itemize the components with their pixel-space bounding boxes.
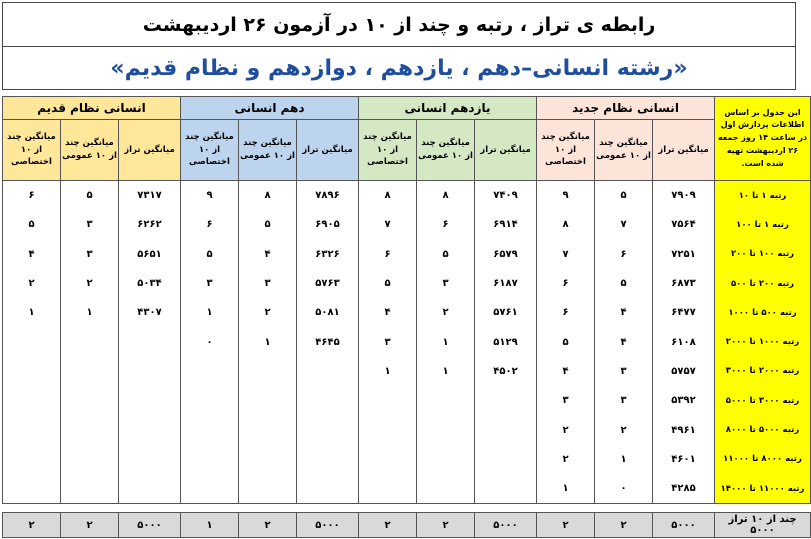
footer-cell: ۲	[3, 513, 61, 538]
footer-cell: ۵۰۰۰	[119, 513, 181, 538]
table-row	[3, 474, 811, 504]
table-cell: ۵	[359, 269, 417, 298]
table-cell	[181, 357, 239, 386]
table-row	[3, 210, 811, 239]
table-row	[3, 298, 811, 327]
table-cell	[61, 386, 119, 415]
table-row	[3, 357, 811, 386]
subheader: میانگین تراز	[297, 120, 359, 181]
page-title: رابطه ی تراز ، رتبه و چند از ۱۰ در آزمون ۲۶ اردیبهشت	[3, 3, 795, 47]
table-row	[3, 415, 811, 444]
table-cell: ۷	[359, 210, 417, 239]
table-cell: ۳	[417, 269, 475, 298]
table-row	[3, 327, 811, 356]
table-cell: ۶۵۷۹	[475, 240, 537, 269]
table-cell: ۴۵۰۲	[475, 357, 537, 386]
table-cell: ۴	[595, 327, 653, 356]
table-cell: ۸	[359, 181, 417, 211]
table-cell: ۱	[417, 357, 475, 386]
subheader: میانگین تراز	[653, 120, 715, 181]
subheader: میانگین تراز	[475, 120, 537, 181]
row-label: رتبه ۵۰۰۰ تا ۸۰۰۰	[715, 415, 811, 444]
subheader: میانگین چند از ۱۰ عمومی	[595, 120, 653, 181]
group-header-tenth: دهم انسانی	[181, 97, 359, 120]
row-label: رتبه ۱ تا ۱۰	[715, 181, 811, 211]
table-cell: ۸	[537, 210, 595, 239]
table-cell	[239, 415, 297, 444]
footer-cell: ۲	[595, 513, 653, 538]
footer-cell: ۲	[417, 513, 475, 538]
table-cell: ۶	[537, 269, 595, 298]
footer-cell: ۲	[61, 513, 119, 538]
row-label: رتبه ۱۰۰ تا ۲۰۰	[715, 240, 811, 269]
table-cell: ۳	[595, 386, 653, 415]
table-cell	[475, 386, 537, 415]
subheader: میانگین چند از ۱۰ عمومی	[239, 120, 297, 181]
table-cell	[417, 415, 475, 444]
row-label: رتبه ۱ تا ۱۰۰	[715, 210, 811, 239]
footer-row	[3, 513, 811, 538]
table-cell: ۵۰۸۱	[297, 298, 359, 327]
table-cell	[3, 445, 61, 474]
table-cell: ۲	[537, 445, 595, 474]
table-cell: ۷۲۵۱	[653, 240, 715, 269]
table-cell: ۶	[537, 298, 595, 327]
table-cell: ۴	[595, 298, 653, 327]
subheader: میانگین چند از ۱۰ اختصاصی	[3, 120, 61, 181]
subheader: میانگین چند از ۱۰ اختصاصی	[359, 120, 417, 181]
table-cell	[475, 415, 537, 444]
table-cell: ۱	[61, 298, 119, 327]
table-cell	[297, 474, 359, 504]
footer-cell: ۵۰۰۰	[297, 513, 359, 538]
table-cell: ۳	[61, 240, 119, 269]
table-cell	[61, 357, 119, 386]
table-cell: ۳	[595, 357, 653, 386]
table-cell: ۷	[595, 210, 653, 239]
subheader: میانگین چند از ۱۰ اختصاصی	[537, 120, 595, 181]
footer-cell: ۲	[359, 513, 417, 538]
table-cell: ۲	[61, 269, 119, 298]
table-cell: ۲	[537, 415, 595, 444]
info-note: این جدول بر اساس اطلاعات پردازش اول در ساعت ۱۴ روز جمعه ۲۶ اردیبهشت تهیه شده است.	[715, 97, 811, 181]
table-cell: ۵	[595, 181, 653, 211]
table-cell: ۰	[181, 327, 239, 356]
table-cell	[359, 386, 417, 415]
table-row	[3, 240, 811, 269]
subheader: میانگین چند از ۱۰ اختصاصی	[181, 120, 239, 181]
subheader: میانگین چند از ۱۰ عمومی	[61, 120, 119, 181]
rank-table	[2, 96, 811, 538]
table-cell: ۴	[537, 357, 595, 386]
table-cell: ۵	[239, 210, 297, 239]
table-cell: ۵۶۵۱	[119, 240, 181, 269]
table-cell	[119, 357, 181, 386]
table-cell	[239, 357, 297, 386]
footer-cell: ۵۰۰۰	[653, 513, 715, 538]
row-label: رتبه ۱۰۰۰ تا ۲۰۰۰	[715, 327, 811, 356]
table-cell: ۵۳۹۲	[653, 386, 715, 415]
row-label: رتبه ۸۰۰۰ تا ۱۱۰۰۰	[715, 445, 811, 474]
table-cell: ۱	[3, 298, 61, 327]
table-cell	[181, 386, 239, 415]
table-cell	[475, 474, 537, 504]
table-cell: ۵	[595, 269, 653, 298]
table-cell	[239, 386, 297, 415]
table-cell: ۵۷۶۳	[297, 269, 359, 298]
table-cell: ۶۱۸۷	[475, 269, 537, 298]
table-cell: ۵	[61, 181, 119, 211]
table-cell	[119, 474, 181, 504]
table-cell	[239, 445, 297, 474]
table-cell: ۲	[417, 298, 475, 327]
footer-cell: ۵۰۰۰	[475, 513, 537, 538]
table-cell	[359, 415, 417, 444]
table-cell	[417, 386, 475, 415]
table-cell: ۳	[537, 386, 595, 415]
table-row	[3, 181, 811, 211]
table-cell: ۵۰۳۴	[119, 269, 181, 298]
footer-cell: ۱	[181, 513, 239, 538]
table-cell	[61, 415, 119, 444]
table-cell: ۴	[239, 240, 297, 269]
table-cell: ۶۳۲۶	[297, 240, 359, 269]
table-cell	[239, 474, 297, 504]
table-cell	[181, 415, 239, 444]
table-cell: ۷۹۰۹	[653, 181, 715, 211]
table-cell: ۴۲۸۵	[653, 474, 715, 504]
table-cell	[3, 327, 61, 356]
table-cell: ۴۶۴۵	[297, 327, 359, 356]
table-cell: ۶	[359, 240, 417, 269]
table-cell	[3, 357, 61, 386]
table-cell	[297, 415, 359, 444]
table-cell: ۴۶۰۱	[653, 445, 715, 474]
table-cell: ۲	[239, 298, 297, 327]
row-label: رتبه ۱۱۰۰۰ تا ۱۴۰۰۰	[715, 474, 811, 504]
table-cell: ۷۵۶۴	[653, 210, 715, 239]
table-cell: ۶۹۰۵	[297, 210, 359, 239]
table-cell: ۸	[239, 181, 297, 211]
title-box	[2, 2, 796, 90]
footer-label: چند از ۱۰ تراز ۵۰۰۰	[715, 513, 811, 538]
table-cell	[359, 474, 417, 504]
table-cell	[119, 445, 181, 474]
table-cell: ۶۹۱۴	[475, 210, 537, 239]
row-label: رتبه ۵۰۰ تا ۱۰۰۰	[715, 298, 811, 327]
table-cell: ۲	[595, 415, 653, 444]
subheader: میانگین چند از ۱۰ عمومی	[417, 120, 475, 181]
table-cell	[181, 474, 239, 504]
table-cell: ۷۴۰۹	[475, 181, 537, 211]
table-cell: ۶	[181, 210, 239, 239]
table-cell	[119, 327, 181, 356]
group-header-old: انسانی نظام قدیم	[3, 97, 181, 120]
table-cell: ۴	[3, 240, 61, 269]
table-row	[3, 445, 811, 474]
table-cell: ۹	[537, 181, 595, 211]
table-cell: ۱	[595, 445, 653, 474]
table-cell: ۶۱۰۸	[653, 327, 715, 356]
table-cell	[181, 445, 239, 474]
table-cell: ۱	[417, 327, 475, 356]
footer-cell: ۲	[537, 513, 595, 538]
table-cell	[359, 445, 417, 474]
row-label: رتبه ۲۰۰۰ تا ۳۰۰۰	[715, 357, 811, 386]
table-cell: ۴۳۰۷	[119, 298, 181, 327]
group-header-new: انسانی نظام جدید	[537, 97, 715, 120]
table-cell: ۳	[239, 269, 297, 298]
table-cell	[61, 474, 119, 504]
table-cell	[119, 386, 181, 415]
table-cell: ۲	[3, 269, 61, 298]
table-cell	[61, 327, 119, 356]
table-row	[3, 386, 811, 415]
table-cell: ۷۳۱۷	[119, 181, 181, 211]
table-cell: ۶۲۶۲	[119, 210, 181, 239]
table-cell: ۵۷۵۷	[653, 357, 715, 386]
table-cell: ۹	[181, 181, 239, 211]
table-cell: ۶	[595, 240, 653, 269]
table-cell: ۱	[359, 357, 417, 386]
table-cell: ۱	[239, 327, 297, 356]
table-cell: ۱	[181, 298, 239, 327]
row-label: رتبه ۳۰۰۰ تا ۵۰۰۰	[715, 386, 811, 415]
table-cell: ۶	[417, 210, 475, 239]
table-cell	[417, 474, 475, 504]
subheader: میانگین تراز	[119, 120, 181, 181]
table-cell: ۸	[417, 181, 475, 211]
table-cell: ۰	[595, 474, 653, 504]
table-cell: ۳	[181, 269, 239, 298]
row-label: رتبه ۲۰۰ تا ۵۰۰	[715, 269, 811, 298]
table-cell: ۷	[537, 240, 595, 269]
table-cell: ۷۸۹۶	[297, 181, 359, 211]
table-cell: ۵	[417, 240, 475, 269]
table-cell: ۵	[181, 240, 239, 269]
group-header-eleventh: یازدهم انسانی	[359, 97, 537, 120]
table-cell	[3, 386, 61, 415]
footer-cell: ۲	[239, 513, 297, 538]
table-cell	[119, 415, 181, 444]
table-cell	[61, 445, 119, 474]
table-cell: ۴۹۶۱	[653, 415, 715, 444]
table-cell	[3, 415, 61, 444]
table-cell: ۵	[3, 210, 61, 239]
page-subtitle: «رشته انسانی–دهم ، یازدهم ، دوازدهم و نظام قدیم»	[110, 55, 688, 81]
table-cell	[475, 445, 537, 474]
table-cell	[297, 386, 359, 415]
table-cell: ۶۴۷۷	[653, 298, 715, 327]
table-cell: ۳	[61, 210, 119, 239]
table-cell	[3, 474, 61, 504]
table-cell: ۵۱۲۹	[475, 327, 537, 356]
table-cell: ۶۸۷۳	[653, 269, 715, 298]
table-row	[3, 269, 811, 298]
table-cell: ۶	[3, 181, 61, 211]
table-cell: ۵۷۶۱	[475, 298, 537, 327]
table-cell: ۵	[537, 327, 595, 356]
table-cell: ۱	[537, 474, 595, 504]
table-cell	[297, 357, 359, 386]
table-cell	[417, 445, 475, 474]
table-cell: ۳	[359, 327, 417, 356]
table-cell	[297, 445, 359, 474]
table-cell: ۴	[359, 298, 417, 327]
